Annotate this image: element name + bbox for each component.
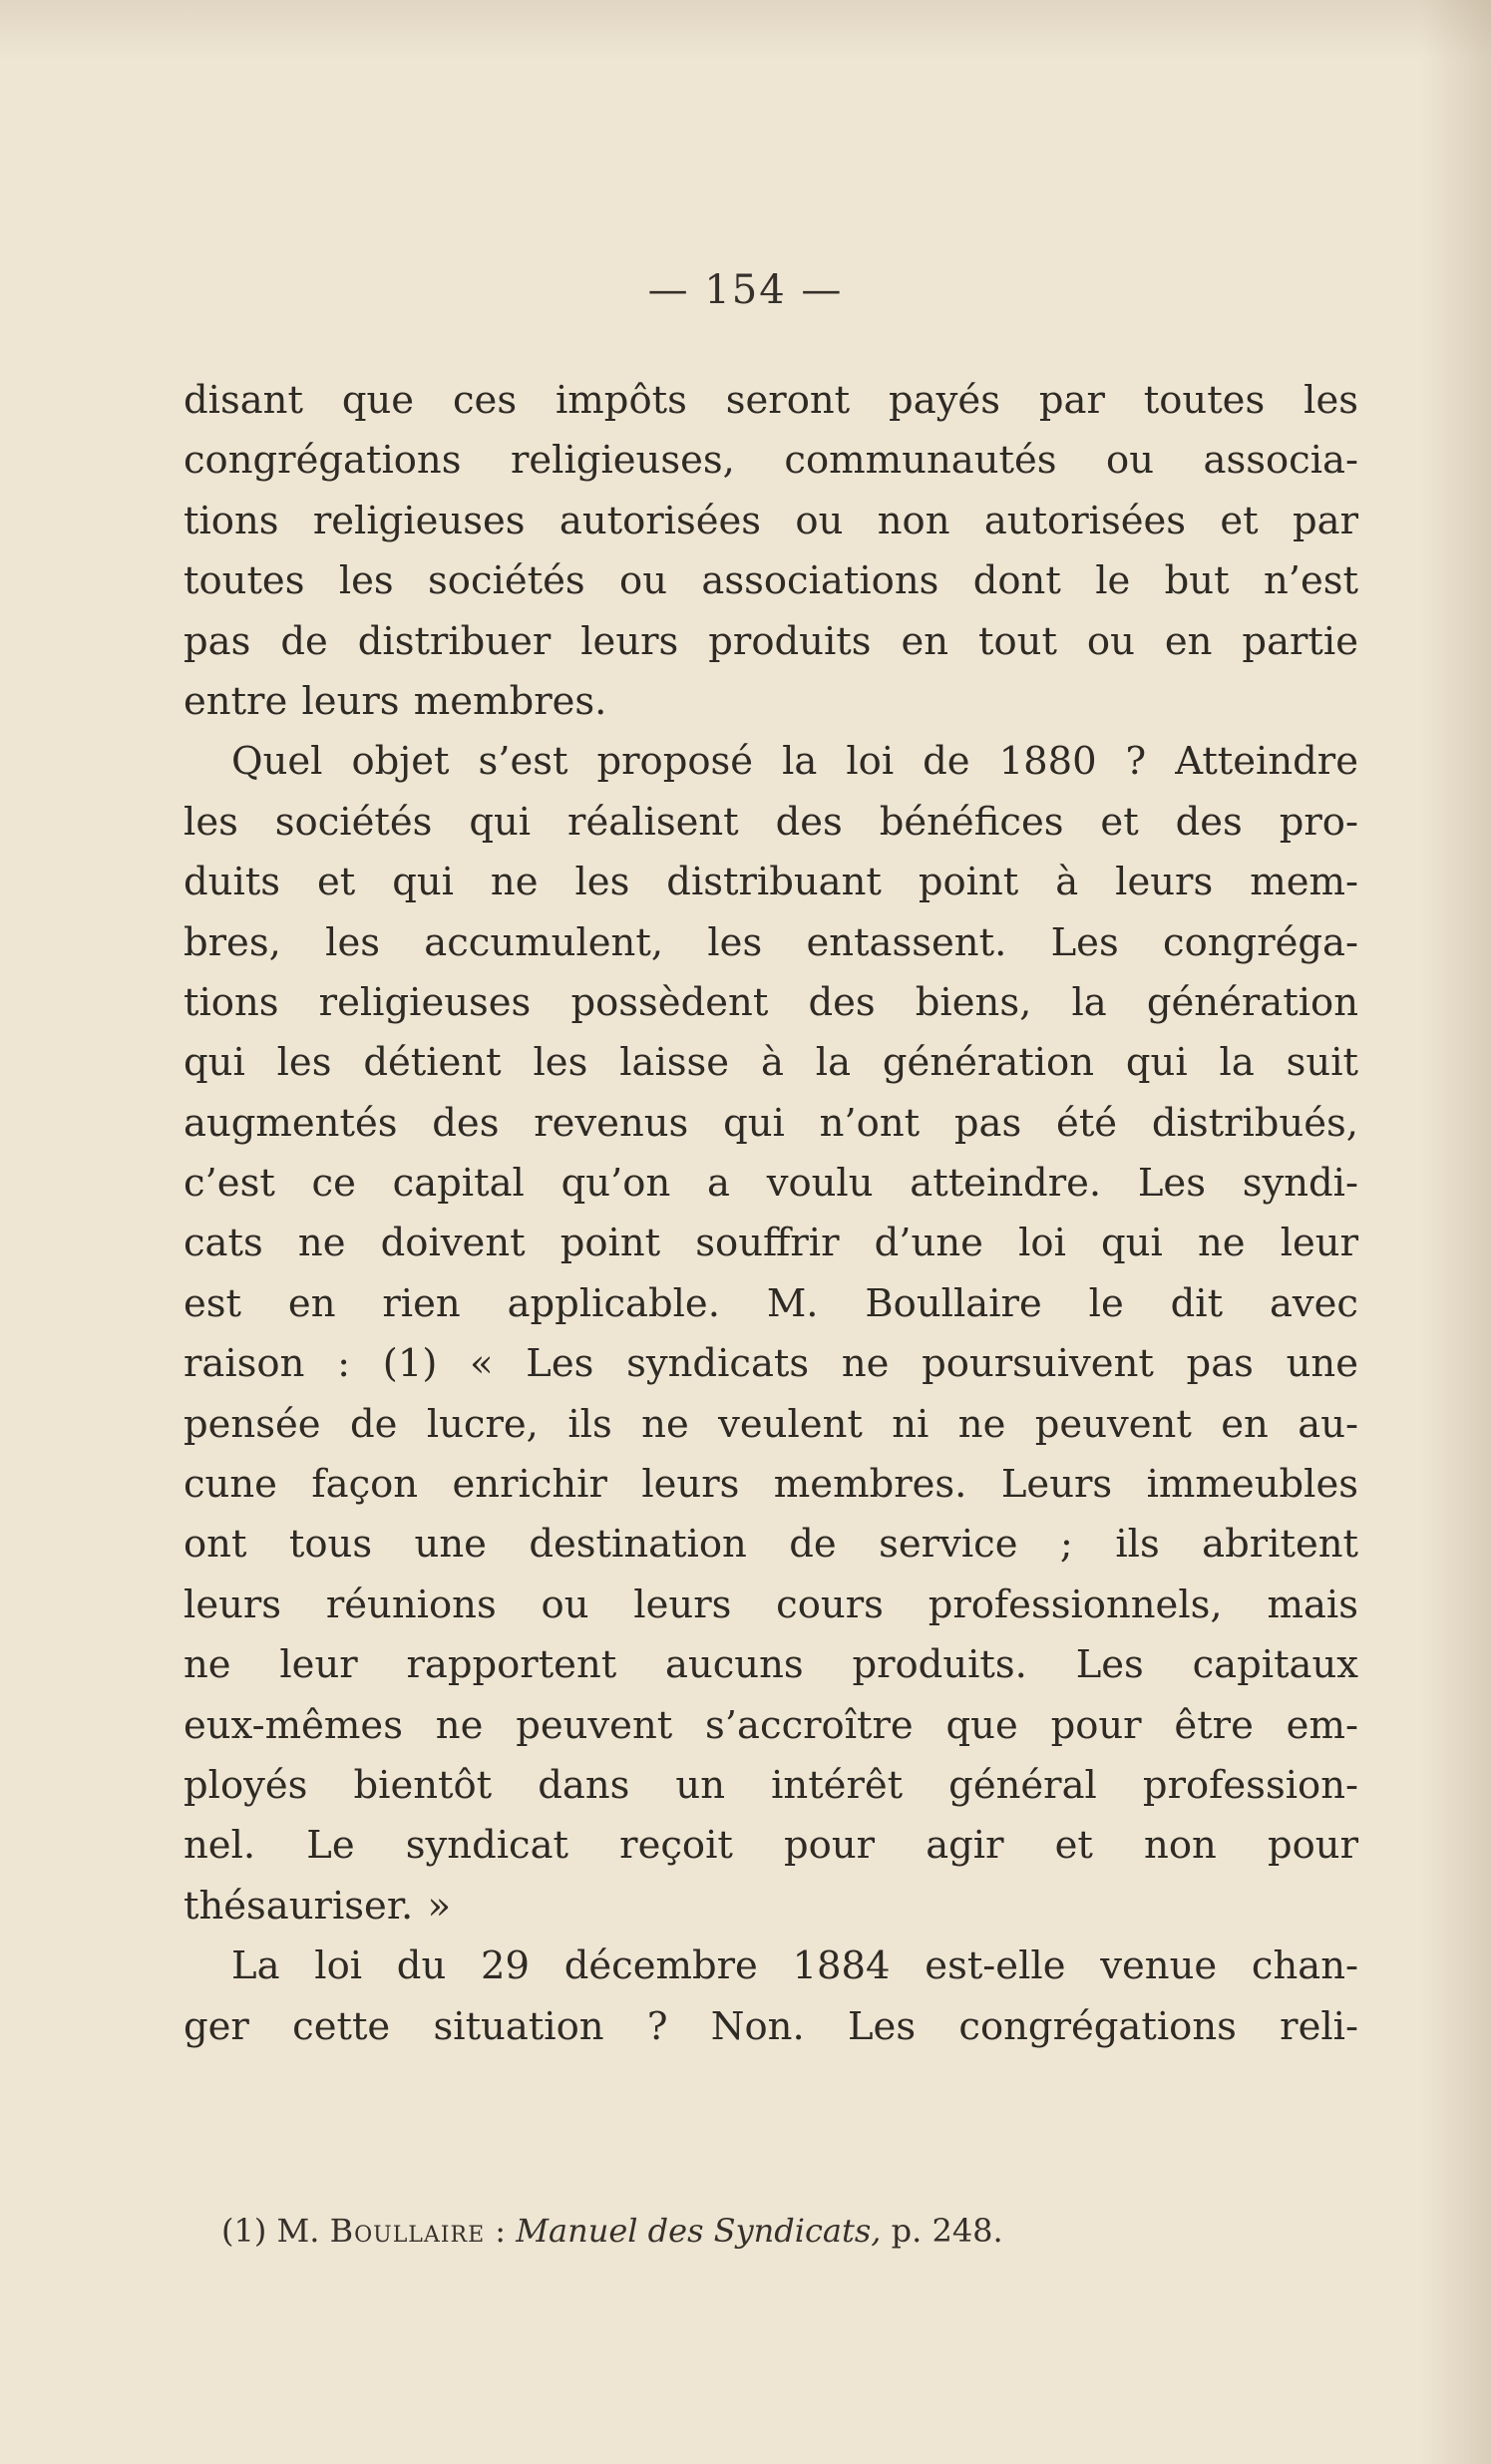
page-shadow-top xyxy=(0,0,1491,60)
text-line: cats ne doivent point souffrir d’une loi qui ne leur xyxy=(184,1221,1358,1266)
text-line: tions religieuses possèdent des biens, la génération xyxy=(184,979,1358,1025)
text-line: eux-mêmes ne peuvent s’accroître que pour être em- xyxy=(184,1702,1358,1748)
text-line: pensée de lucre, ils ne veulent ni ne peuvent en au- xyxy=(184,1401,1358,1447)
text-line: ne leur rapportent aucuns produits. Les capitaux xyxy=(184,1642,1358,1688)
text-line: ger cette situation ? Non. Les congrégations reli- xyxy=(184,2003,1358,2049)
page-shadow-right xyxy=(1421,0,1491,2464)
text-line: ont tous une destination de service ; ils abritent xyxy=(184,1522,1358,1568)
text-line: nel. Le syndicat reçoit pour agir et non pour xyxy=(184,1823,1358,1869)
footnote-author: Boullaire xyxy=(329,2212,486,2250)
text-line: La loi du 29 décembre 1884 est-elle venue chan- xyxy=(231,1943,1358,1989)
page-number: — 154 — xyxy=(647,267,844,313)
text-line: disant que ces impôts seront payés par toutes les xyxy=(184,378,1358,423)
text-line: leurs réunions ou leurs cours professionnels, mais xyxy=(184,1582,1358,1627)
text-line: les sociétés qui réalisent des bénéfices et des pro- xyxy=(184,799,1358,845)
footnote-separator: : xyxy=(485,2212,517,2250)
text-line: thésauriser. » xyxy=(184,1883,452,1929)
text-line: pas de distribuer leurs produits en tout ou en partie xyxy=(184,618,1358,664)
footnote xyxy=(221,2212,1003,2250)
text-line: toutes les sociétés ou associations dont le but n’est xyxy=(184,558,1358,604)
text-line: cune façon enrichir leurs membres. Leurs immeubles xyxy=(184,1462,1358,1508)
text-line: raison : (1) « Les syndicats ne poursuivent pas une xyxy=(184,1341,1358,1387)
text-line: congrégations religieuses, communautés ou associa- xyxy=(184,438,1358,484)
text-line: Quel objet s’est proposé la loi de 1880 ? Atteindre xyxy=(231,739,1358,785)
body-text xyxy=(184,371,1358,2057)
footnote-page: p. 248. xyxy=(881,2212,1003,2250)
footnote-marker: (1) M. xyxy=(221,2212,330,2250)
text-line: c’est ce capital qu’on a voulu atteindre. Les syndi- xyxy=(184,1161,1358,1207)
text-line: augmentés des revenus qui n’ont pas été distribués, xyxy=(184,1100,1358,1146)
footnote-title: Manuel des Syndicats, xyxy=(516,2212,882,2250)
text-line: est en rien applicable. M. Boullaire le dit avec xyxy=(184,1280,1358,1326)
text-line: tions religieuses autorisées ou non autorisées et par xyxy=(184,498,1358,543)
text-line: bres, les accumulent, les entassent. Les congréga- xyxy=(184,919,1358,965)
text-line: duits et qui ne les distribuant point à leurs mem- xyxy=(184,860,1358,905)
text-line: entre leurs membres. xyxy=(184,678,607,724)
text-line: qui les détient les laisse à la génération qui la suit xyxy=(184,1040,1358,1086)
text-line: ployés bientôt dans un intérêt général profession- xyxy=(184,1762,1358,1808)
